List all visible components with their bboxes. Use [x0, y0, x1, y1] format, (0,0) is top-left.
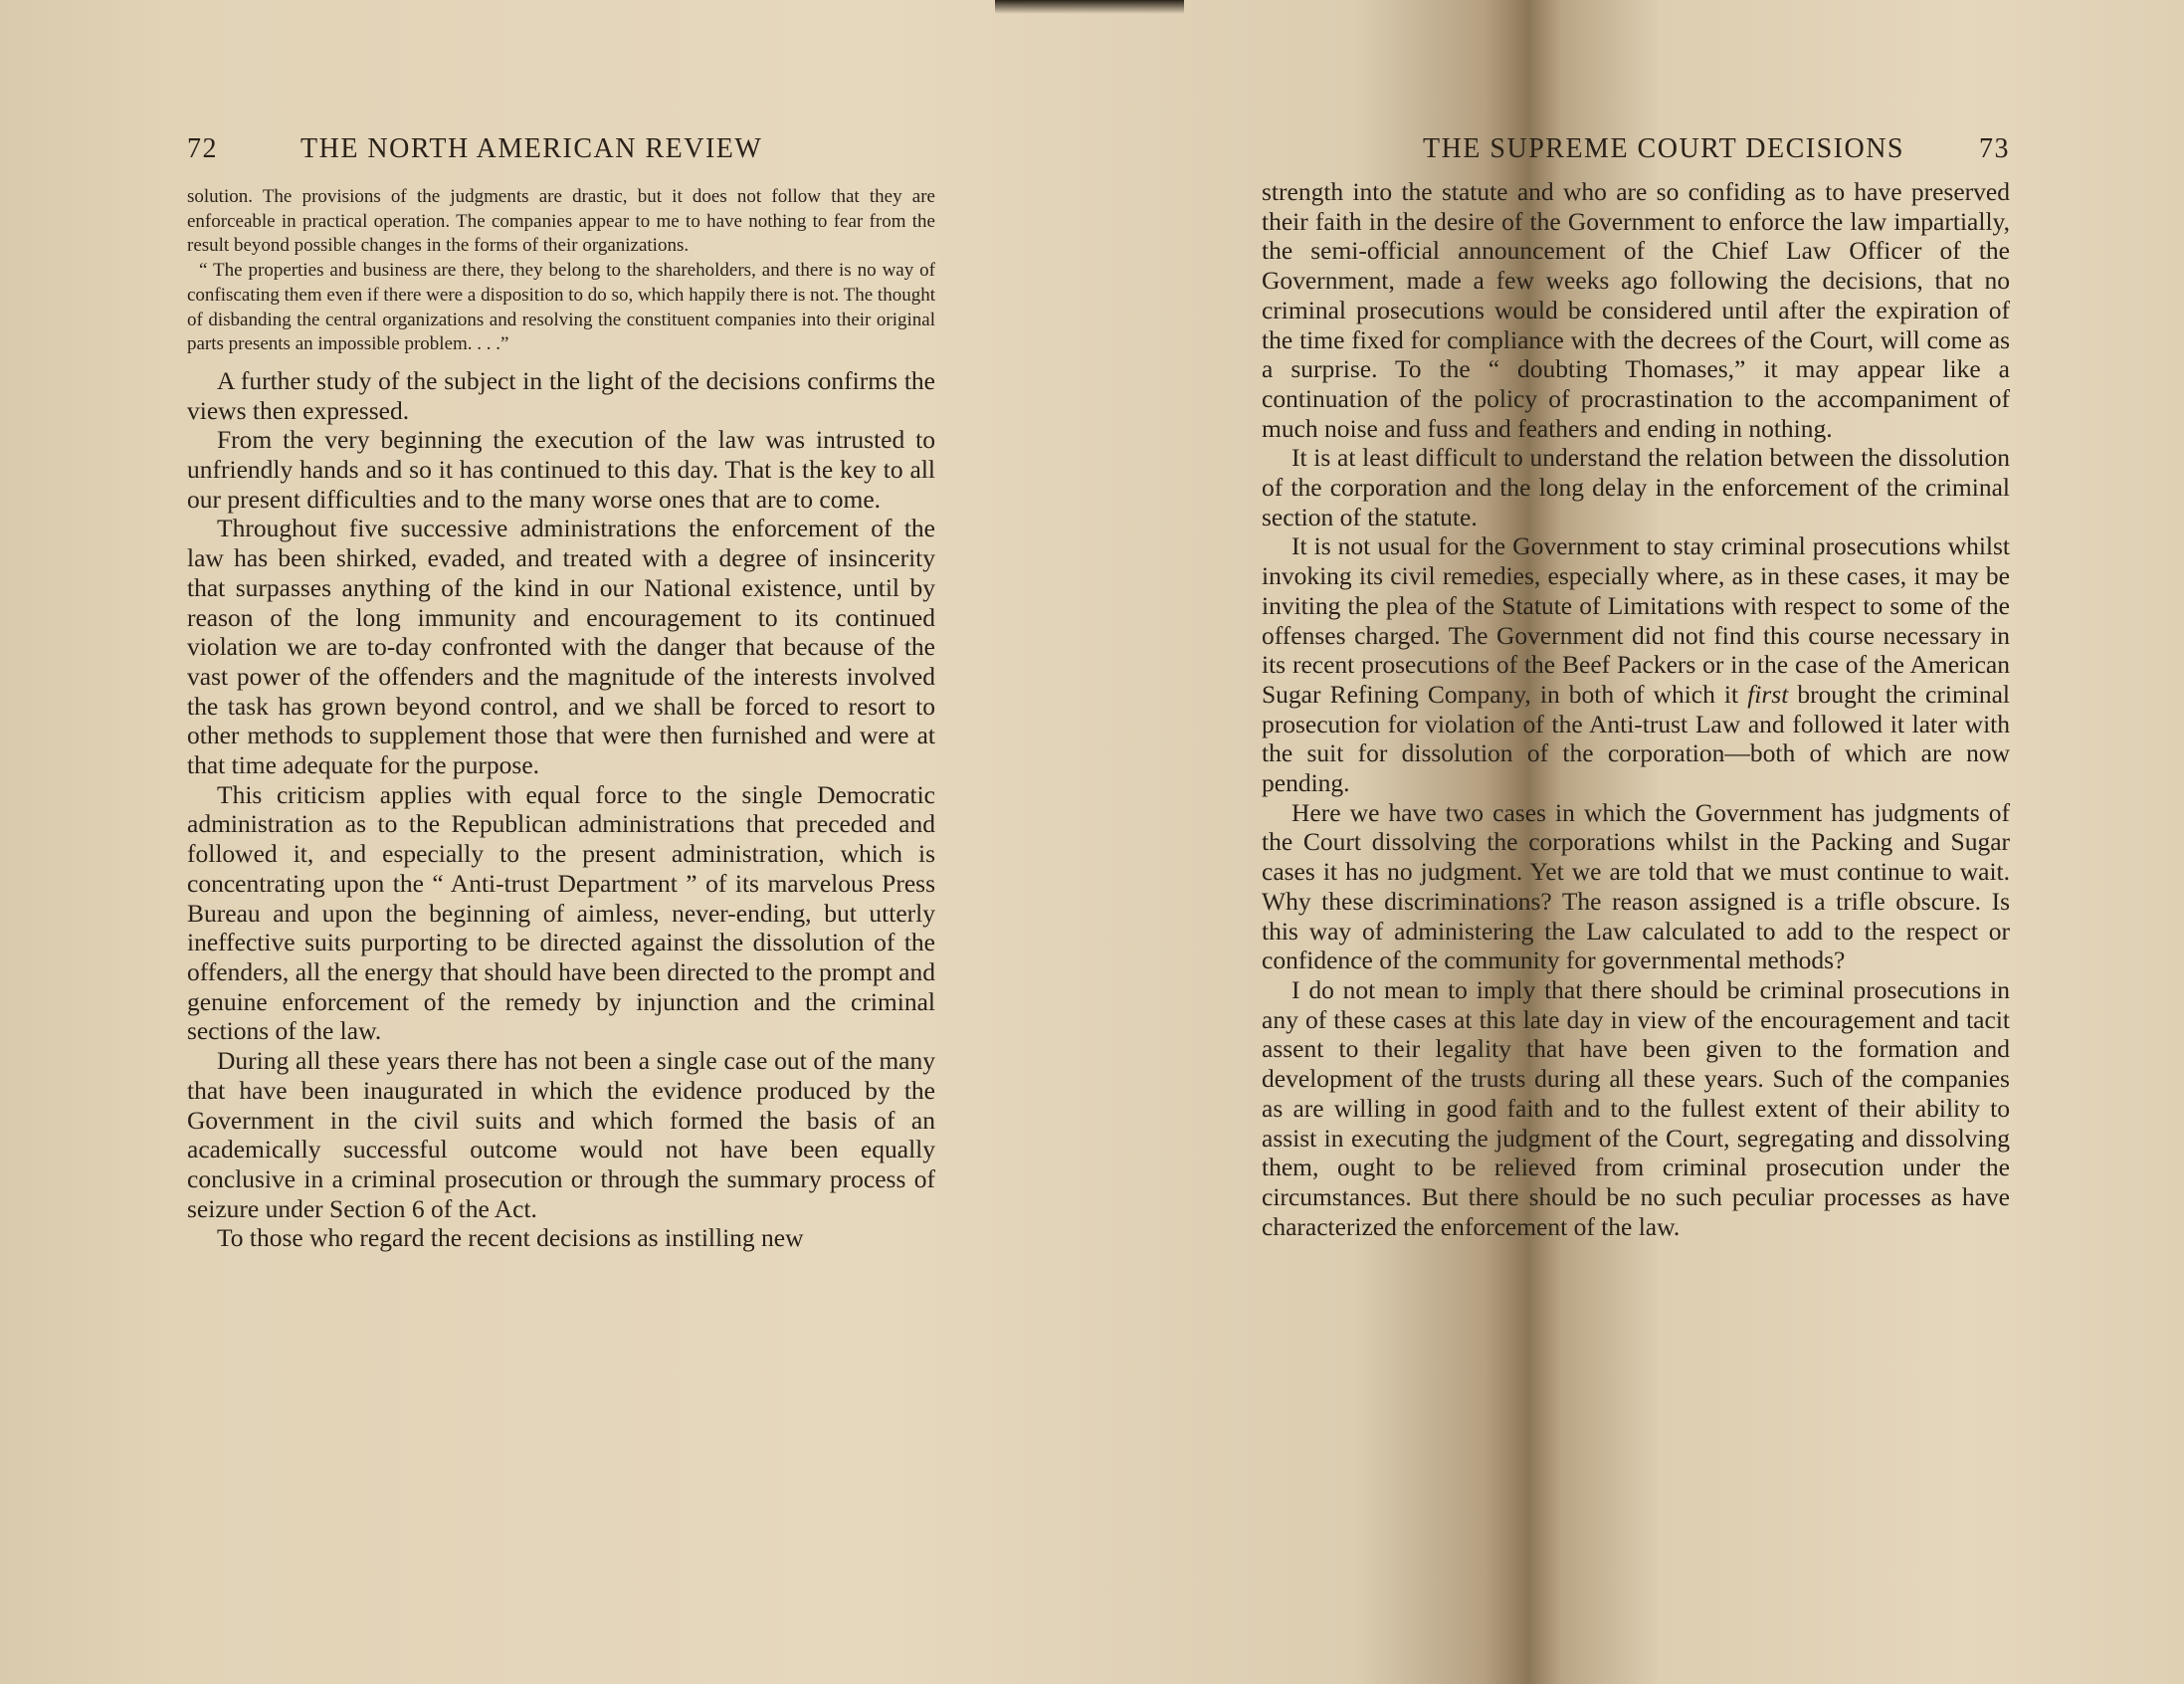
- quote-paragraph: “ The properties and business are there, they belong to the shareholders, and there is no way of confiscating them even if there were a disposition to do so, which happily there is not. The thought of disbanding the central organizations and resolving the constituent companies into their original parts presents an impossible problem. . . .”: [187, 260, 935, 355]
- left-running-title: THE NORTH AMERICAN REVIEW: [300, 133, 763, 164]
- left-page-text: [187, 185, 935, 1253]
- right-running-title: THE SUPREME COURT DECISIONS: [1422, 133, 1904, 164]
- paragraph: strength into the statute and who are so confiding as to have preserved their faith in the desire of the Government to enforce the law impartially, the semi-official announcement of the Chief Law Officer of the Government, made a few weeks ago following the decisions, that no criminal prosecutions would be considered until after the expiration of the time fixed for compliance with the decrees of the Court, will come as a surprise. To the “ doubting Thomases,” it may appear like a continuation of the policy of procrastination to the accompaniment of much noise and fuss and feathers and ending in nothing.: [1262, 177, 2010, 443]
- left-page: [187, 0, 935, 1684]
- paragraph: Throughout five successive administrations the enforcement of the law has been shirked, evaded, and treated with a degree of insincerity that surpasses anything of the kind in our National existence, until by reason of the long immunity and encouragement to its continued violation we are to-day confronted with the danger that because of the vast power of the offenders and the magnitude of the interests involved the task has grown beyond control, and we shall be forced to resort to other methods to supplement those that were then furnished and were at that time adequate for the purpose.: [187, 514, 935, 780]
- paragraph: A further study of the subject in the light of the decisions confirms the views then expressed.: [187, 365, 935, 425]
- left-running-head: [187, 133, 935, 173]
- paragraph: During all these years there has not been a single case out of the many that have been inaugurated in which the evidence produced by the Government in the civil suits and which formed the basis of an academically successful outcome would not have been equally conclusive in a criminal prosecution or through the summary process of seizure under Section 6 of the Act.: [187, 1046, 935, 1223]
- paragraph-text: brought the criminal prosecution for violation of the Anti-trust Law and followed it later with the suit for dissolution of the corporation—both of which are now pending.: [1262, 679, 2011, 798]
- paragraph: I do not mean to imply that there should be criminal prosecutions in any of these cases at this late day in view of the encouragement and tacit assent to their legality that have been given to the formation and development of the trusts during all these years. Such of the companies as are willing in good faith and to the fullest extent of their ability to assist in executing the judgment of the Court, segregating and dissolving them, ought to be relieved from criminal prosecution under the circumstances. But there should be no such peculiar processes as have characterized the enforcement of the law.: [1262, 974, 2010, 1241]
- paragraph: [1262, 531, 2010, 797]
- paragraph: To those who regard the recent decisions as instilling new: [217, 1223, 804, 1253]
- right-page-text: [1262, 177, 2010, 1241]
- block-quote: [187, 185, 935, 357]
- left-page-number: 72: [187, 133, 218, 164]
- paragraph: It is at least difficult to understand the relation between the dissolution of the corporation and the long delay in the enforcement of the criminal section of the statute.: [1262, 443, 2010, 531]
- right-page-number: 73: [1979, 133, 2010, 164]
- quote-paragraph: solution. The provisions of the judgments are drastic, but it does not follow that they are enforceable in practical operation. The companies appear to me to have nothing to fear from the result beyond possible changes in the forms of their organizations.: [187, 186, 935, 257]
- right-running-head: [1262, 133, 2010, 173]
- paragraph: Here we have two cases in which the Government has judgments of the Court dissolving the corporations whilst in the Packing and Sugar cases it has no judgment. Yet we are told that we must continue to wait. Why these discriminations? The reason assigned is a trifle obscure. Is this way of administering the Law calculated to add to the respect or confidence of the community for governmental methods?: [1262, 797, 2010, 975]
- left-body: [187, 366, 935, 1253]
- paragraph: From the very beginning the execution of the law was intrusted to unfriendly hands and so it has continued to this day. That is the key to all our present difficulties and to the many worse ones that are to come.: [187, 425, 935, 514]
- paragraph-text: It is not usual for the Government to stay criminal prosecutions whilst invoking its civil remedies, especially where, as in these cases, it may be inviting the plea of the Statute of Limitations with respect to some of the offenses charged. The Government did not find this course necessary in its recent prosecutions of the Beef Packers or in the case of the American Sugar Refining Company, in both of which it: [1262, 531, 2010, 709]
- spine-shadow: [995, 0, 1184, 14]
- italic-emphasis: first: [1747, 679, 1789, 709]
- right-page: [1262, 0, 2010, 1684]
- paragraph: This criticism applies with equal force to the single Democratic administration as to the Republican administrations that preceded and followed it, and especially to the present administration, which is concentrating upon the “ Anti-trust Department ” of its marvelous Press Bureau and upon the beginning of aimless, never-ending, but utterly ineffective suits purporting to be directed against the dissolution of the offenders, all the energy that should have been directed to the prompt and genuine enforcement of the remedy by injunction and the criminal sections of the law.: [187, 779, 935, 1046]
